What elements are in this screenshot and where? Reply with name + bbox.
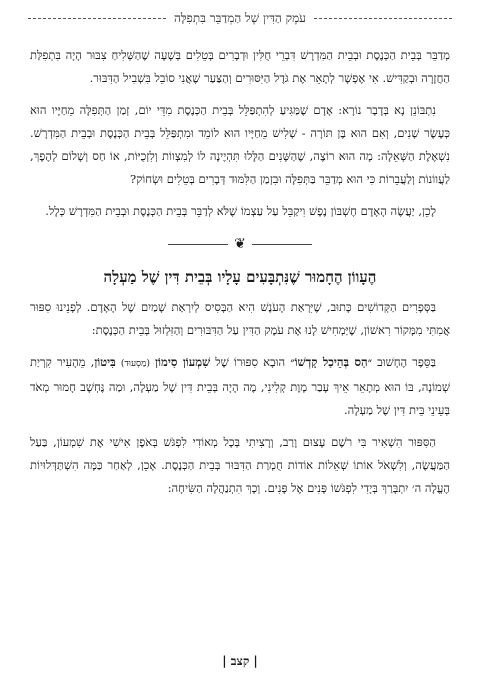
book-title: ״הַס בְּהֵיכַל קָדְשׁוֹ״ (290, 355, 372, 369)
person-surname: בִּיטוֹן (94, 355, 116, 369)
header-rule-right (314, 18, 452, 19)
divider-line-right (252, 244, 312, 245)
paragraph-1: מְדַבֵּר בְּבֵית הַכְּנֶסֶת וּבְבֵית הַמִּדְרָשׁ דִּבְרֵי חֻלִּין וּדְבָרִים בְּטֵלִים בְּשָׁעָה שֶׁהַשְּׁלִיחַ צִבּוּר הָיָה בִּתְפִלַּת הַחֲזָרָה וּבְקַדִּישׁ. אִי אֶפְשָׁר לְתָאֵר אֶת גֹּדֶל הַיִּסּוּרִים וְהַצַּעַר שֶׁאֲנִי סוֹבֵל בִּשְׁבִיל הַדִּבּוּר. (30, 48, 450, 85)
person-name: שִׁמְעוֹן סִימוֹן (155, 355, 211, 369)
p5-mid: הוּבָא סִפּוּרוֹ שֶׁל (215, 355, 286, 369)
running-header-title: עֹמֶק הַדִּין שֶׁל הַמְדַבֵּר בִּתְפִלָּה (174, 10, 306, 25)
paragraph-4: בַּסְּפָרִים הַקְּדוֹשִׁים כָּתוּב, שֶׁיִּרְאַת הָעֹנֶשׁ הִיא הַבָּסִיס לְיִרְאַת שָׁמַיִם שֶׁל הָאָדָם. לְפָנֵינוּ סִפּוּר אֲמִתִּי מִמָּקוֹר רִאשׁוֹן, שֶׁיַּמְחִישׁ לָנוּ אֶת עֹמֶק הַדִּין עַל הַדִּבּוּרִים וְהַזִּלְזוּל בְּבֵית הַכְּנֶסֶת: (30, 300, 450, 337)
page-number: | קצב | (222, 654, 258, 668)
p5-prefix: בַּסֵּפֶר הֶחָשׁוּב (377, 355, 437, 369)
header-rule-left (28, 18, 166, 19)
divider-line-left (168, 244, 228, 245)
running-header (28, 8, 452, 28)
section-heading: הֶעָווֹן הֶחָמוּר שֶׁנִּתְבָּעִים עָלָיו בְּבֵית דִּין שֶׁל מַעְלָה (103, 268, 377, 286)
person-alt-name: (מַסְעוּד) (120, 359, 151, 369)
section-divider (30, 232, 450, 256)
fleuron-icon: ❦ (234, 236, 246, 252)
paragraph-2: נִתְבּוֹנֵן נָא בְּדָבָר נוֹרָא: אָדָם שֶׁמַּגִּיעַ לְהִתְפַּלֵּל בְּבֵית הַכְּנֶסֶת מִדֵּי יוֹם, זְמַן הַתְּפִלָּה מֵחַיָּיו הוּא כְּעֶשֶׂר שָׁנִים, וְאִם הוּא בֶּן תּוֹרָה - שְׁלִישׁ מֵחַיָּיו הוּא לוֹמֵד וּמִתְפַּלֵּל בְּבֵית הַכְּנֶסֶת וּבְבֵית הַמִּדְרָשׁ. נִשְׁאֶלֶת הַשְּׁאֵלָה: מָה הוּא רוֹצֶה, שֶׁהַשָּׁנִים הַלָּלוּ תִּהְיֶינָה לוֹ לְמִצְווֹת וְלִזְכֻיּוֹת, אוֹ חַס וְשָׁלוֹם לְהֶפֶךְ, לַעֲווֹנוֹת וְלַעֲבֵרוֹת כִּי הוּא מְדַבֵּר בַּתְּפִלָּה וּבִזְמַן הַלִּמּוּד דְּבָרִים בְּטֵלִים וּשְׂחוֹק? (30, 103, 450, 186)
main-text (30, 44, 450, 509)
p5-rest: , מֵהָעִיר קִרְיַת שְׁמוֹנָה, בּוֹ הוּא מְתָאֵר אֵיךְ עָבַר מָוֶת קְלִינִי, מֶה הָיָה בְּבֵית דִּין שֶׁל מַעְלָה, וּמַה נֶּחְשָׁב חָמוּר מְאֹד בְּעֵינֵי בֵּית דִּין שֶׁל מַעְלָה. (30, 355, 450, 417)
paragraph-5 (30, 351, 450, 422)
paragraph-3: לָכֵן, יַעֲשֶׂה הָאָדָם חֶשְׁבּוֹן נֶפֶשׁ וִיקַבֵּל עַל עַצְמוֹ שֶׁלֹּא לְדַבֵּר בְּבֵית הַכְּנֶסֶת וּבְבֵית הַמִּדְרָשׁ כְּלָל. (45, 204, 436, 218)
paragraph-6: הַסִּפּוּר הִשְׁאִיר בִּי רֹשֶׁם עָצוּם וָרַב, וְרָצִיתִי בְּכָל מְאוֹדִי לִפְגֹּשׁ בְּאֹפֶן אִישִׁי אֶת שִׁמְעוֹן, בַּעַל הַמַּעֲשֶׂה, וְלִשְׁאֹל אוֹתוֹ שְׁאֵלוֹת אוֹדוֹת חֻמְרַת הַדִּבּוּר בְּבֵית הַכְּנֶסֶת. אָכֵן, לְאַחַר כַּמָּה הִשְׁתַּדְּלוּיוֹת הֶעֱלָה ה׳ יִתְבָּרַךְ בְּיָדִי לִפְגֹּשׁוֹ פָּנִים אֶל פָּנִים. וְכָךְ הִתְנַהֲלָה הַשִּׂיחָה: (30, 435, 450, 495)
